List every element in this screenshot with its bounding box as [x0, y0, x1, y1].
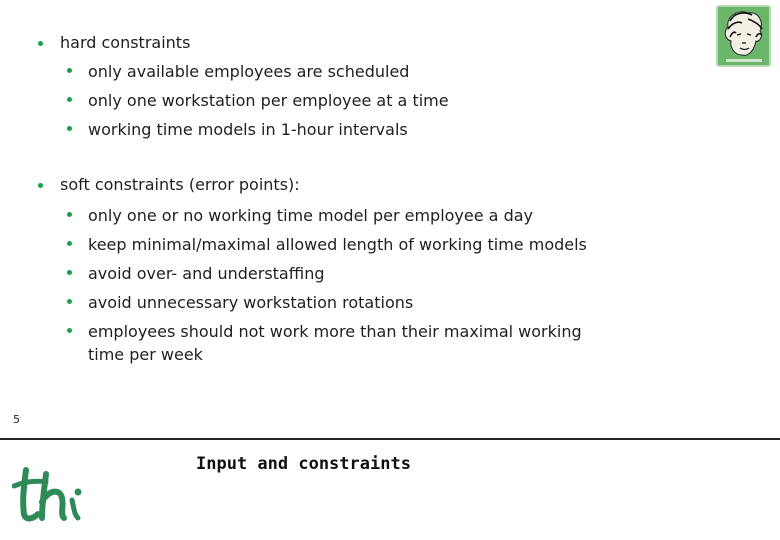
soft-constraint-item: avoid unnecessary workstation rotations	[88, 293, 414, 312]
soft-constraint-item: keep minimal/maximal allowed length of working time models	[88, 235, 587, 254]
footer-title: Input and constraints	[196, 454, 411, 474]
soft-constraint-item: employees should not work more than their maximal working time per week	[88, 322, 582, 364]
soft-constraint-item: avoid over- and understaffing	[88, 264, 325, 283]
hard-constraint-item: only one workstation per employee at a time	[88, 91, 449, 110]
slide-number: 5	[13, 413, 20, 426]
bullet-icon	[67, 241, 72, 246]
bullet-icon	[67, 97, 72, 102]
university-logo	[12, 462, 90, 524]
soft-constraint-item: only one or no working time model per employee a day	[88, 206, 533, 225]
footer-divider	[0, 438, 780, 440]
hard-constraint-item: working time models in 1-hour intervals	[88, 120, 408, 139]
bullet-icon	[67, 328, 72, 333]
hard-constraint-item: only available employees are scheduled	[88, 62, 410, 81]
soft-constraints-heading: soft constraints (error points):	[60, 175, 300, 194]
bullet-icon	[67, 126, 72, 131]
hard-constraints-heading: hard constraints	[60, 33, 191, 52]
bullet-icon	[38, 183, 43, 188]
bullet-icon	[38, 41, 43, 46]
bullet-icon	[67, 68, 72, 73]
bullet-icon	[67, 270, 72, 275]
composer-portrait-image	[716, 5, 771, 67]
bullet-icon	[67, 212, 72, 217]
bullet-icon	[67, 299, 72, 304]
